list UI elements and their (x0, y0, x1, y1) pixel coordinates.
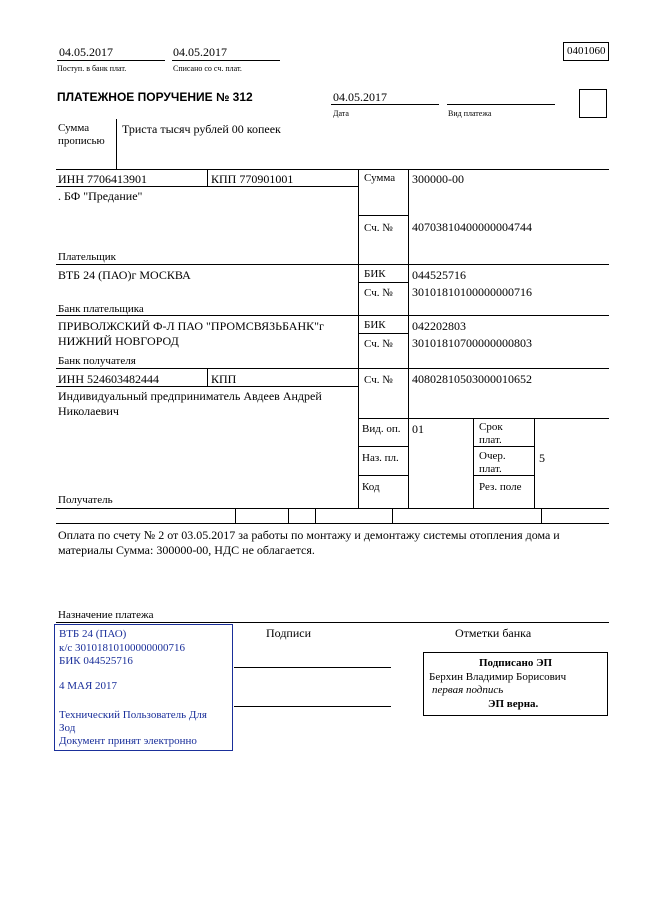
signature-line-2 (234, 706, 391, 707)
esign-signer: Берхин Владимир Борисович (429, 671, 567, 683)
payee-kpp: КПП (211, 372, 237, 386)
grid-line-payer-bank-bottom (56, 315, 609, 316)
signature-line-1 (234, 667, 391, 668)
priority-value: 5 (539, 451, 545, 465)
grid-vline-payer-kpp (207, 169, 208, 186)
payee-account-label: Сч. № (364, 374, 393, 386)
payer-bank-label: Банк плательщика (58, 303, 144, 315)
amount-words-value: Триста тысяч рублей 00 копеек (122, 122, 281, 136)
op-type-label: Вид. оп. (362, 423, 401, 435)
debited-label: Списано со сч. плат. (173, 64, 242, 73)
stamp-user-1: Технический Пользователь Для (59, 709, 207, 721)
bank-marks-label: Отметки банка (455, 626, 532, 640)
document-title: ПЛАТЕЖНОЕ ПОРУЧЕНИЕ № 312 (57, 90, 253, 104)
purpose-line-1: Оплата по счету № 2 от 03.05.2017 за работы по монтажу и демонтажу системы отопления дома и (58, 528, 560, 542)
purpose-bottom-line (56, 622, 609, 623)
payer-name: . БФ "Предание" (58, 189, 143, 203)
received-label: Поступ. в банк плат. (57, 64, 127, 73)
grid-vline-extra-4 (392, 508, 393, 523)
payer-kpp: КПП 770901001 (211, 172, 294, 186)
reserve-label: Рез. поле (479, 481, 522, 493)
priority-label-2: плат. (479, 463, 502, 475)
debited-date: 04.05.2017 (173, 45, 227, 59)
stamp-date: 4 МАЯ 2017 (59, 680, 118, 692)
payment-status-box (579, 89, 607, 118)
payer-inn: ИНН 7706413901 (58, 172, 147, 186)
grid-line-sum-bottom (358, 215, 408, 216)
grid-vline-priority (534, 418, 535, 508)
term-label-1: Срок (479, 421, 503, 433)
received-date: 04.05.2017 (59, 45, 113, 59)
grid-line-account-bottom (358, 418, 609, 419)
form-code-box (563, 42, 609, 61)
payee-label: Получатель (58, 494, 113, 506)
amount-words-label-2: прописью (58, 135, 105, 147)
payee-bank-label: Банк получателя (58, 355, 136, 367)
sum-label: Сумма (364, 172, 396, 184)
priority-label-1: Очер. (479, 450, 506, 462)
payee-inn: ИНН 524603482444 (58, 372, 159, 386)
payer-bik-label: БИК (364, 268, 386, 280)
grid-line-term-bottom (473, 446, 534, 447)
op-type: 01 (412, 422, 424, 436)
payee-bik: 042202803 (412, 319, 466, 333)
grid-vline-main (358, 169, 359, 508)
grid-line-priority-bottom (473, 475, 534, 476)
stamp-user-2: Зод (59, 722, 76, 734)
payment-type-label: Вид платежа (448, 109, 492, 118)
stamp-bank-name: ВТБ 24 (ПАО) (59, 628, 127, 640)
payer-account: 40703810400000004744 (412, 220, 532, 234)
document-date: 04.05.2017 (333, 90, 387, 104)
payee-corr-account: 30101810700000000803 (412, 336, 532, 350)
grid-line-purpose-bottom (358, 475, 408, 476)
sum-value: 300000-00 (412, 172, 464, 186)
date-label: Дата (333, 109, 349, 118)
purpose-line-2: материалы Сумма: 300000-00, НДС не облагается. (58, 543, 315, 557)
grid-line-extra-bottom (56, 523, 609, 524)
payee-account: 40802810503000010652 (412, 372, 532, 386)
grid-vline-payee-kpp (207, 368, 208, 386)
payer-bank-name: ВТБ 24 (ПАО)г МОСКВА (58, 268, 191, 282)
stamp-accepted: Документ принят электронно (59, 735, 197, 747)
grid-line-payee-bank-bottom (56, 368, 609, 369)
esign-title: Подписано ЭП (479, 657, 553, 669)
amount-words-label-1: Сумма (58, 122, 90, 134)
esign-box (423, 652, 608, 716)
payer-account-label: Сч. № (364, 222, 393, 234)
signatures-label: Подписи (266, 626, 312, 640)
debited-date-line (172, 60, 280, 61)
grid-line-optype-bottom (358, 446, 408, 447)
payment-type-line (447, 104, 555, 105)
document-date-line (331, 104, 439, 105)
code-label: Код (362, 481, 380, 493)
bank-stamp (54, 624, 233, 751)
payee-corr-label: Сч. № (364, 338, 393, 350)
esign-verified: ЭП верна. (488, 698, 539, 710)
grid-line-payer-bik-bottom (358, 282, 408, 283)
payee-name-2: Николаевич (58, 404, 119, 418)
amount-words-divider (116, 119, 117, 169)
payee-bank-name-1: ПРИВОЛЖСКИЙ Ф-Л ПАО "ПРОМСВЯЗЬБАНК"г (58, 319, 324, 333)
received-date-line (57, 60, 165, 61)
payer-label: Плательщик (58, 251, 116, 263)
purpose-code-label: Наз. пл. (362, 452, 399, 464)
purpose-label: Назначение платежа (58, 609, 154, 621)
grid-line-payer-bottom (56, 264, 609, 265)
grid-line-payee-bik-bottom (358, 333, 408, 334)
stamp-bik: БИК 044525716 (59, 655, 133, 667)
form-code: 0401060 (567, 45, 606, 57)
stamp-corr-account: к/с 30101810100000000716 (59, 642, 186, 654)
grid-vline-values (408, 169, 409, 508)
payer-corr-account: 30101810100000000716 (412, 285, 532, 299)
esign-role: первая подпись (432, 684, 504, 696)
payer-corr-label: Сч. № (364, 287, 393, 299)
grid-vline-extra-2 (288, 508, 289, 523)
payee-bik-label: БИК (364, 319, 386, 331)
grid-line-payee-bottom (56, 508, 609, 509)
grid-vline-extra-3 (315, 508, 316, 523)
grid-vline-extra-1 (235, 508, 236, 523)
grid-vline-term (473, 418, 474, 508)
grid-line-payer-top (56, 169, 609, 170)
payer-bik: 044525716 (412, 268, 466, 282)
grid-vline-extra-5 (541, 508, 542, 523)
payee-name-1: Индивидуальный предприниматель Авдеев Андрей (58, 389, 322, 403)
payee-bank-name-2: НИЖНИЙ НОВГОРОД (58, 334, 179, 348)
term-label-2: плат. (479, 434, 502, 446)
